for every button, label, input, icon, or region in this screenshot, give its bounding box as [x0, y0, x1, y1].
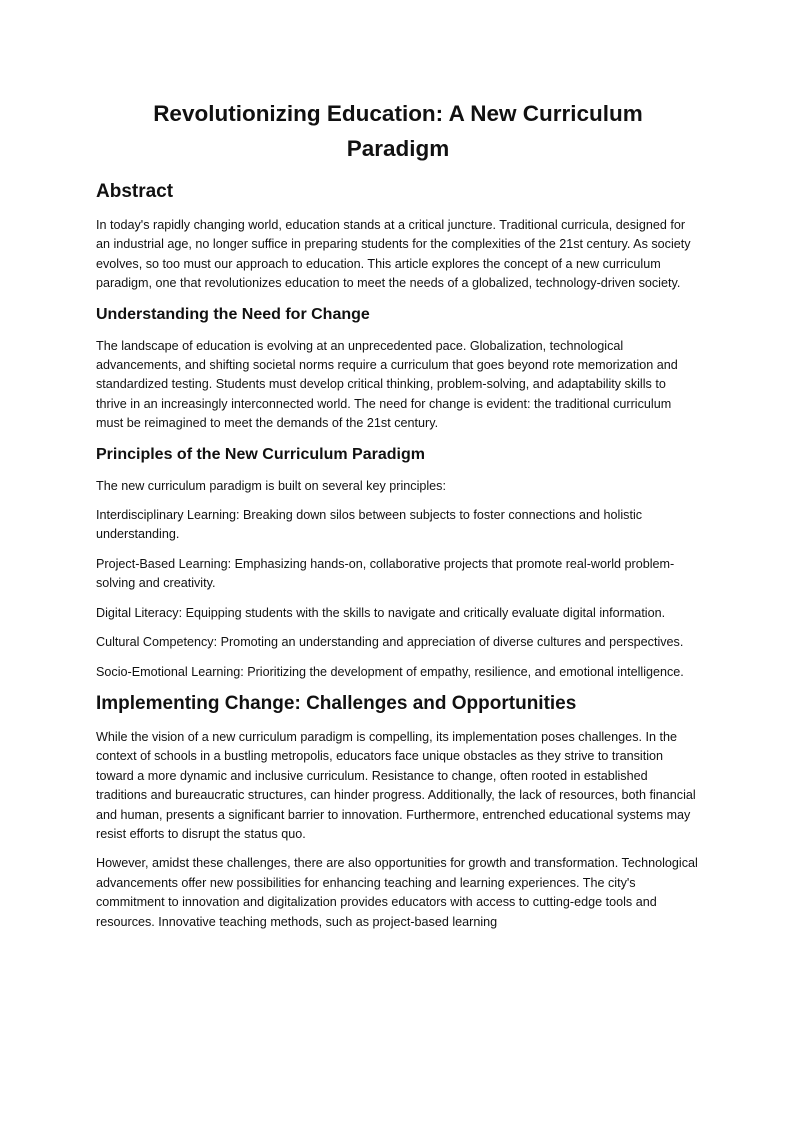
principle-item: Digital Literacy: Equipping students with the skills to navigate and critically evaluate digital information. [96, 605, 666, 620]
implementing-paragraph-2: However, amidst these challenges, there are also opportunities for growth and transformation. Technological advancements offer new possibilities for enhancing teaching and learning experiences. The city's commitment to innovation and digitalization provides educators with access to cutting-edge tools and resources. Innovative teaching methods, such as project-based learning [96, 856, 698, 929]
need-for-change-text: The landscape of education is evolving at an unprecedented pace. Globalization, technological advancements, and shifting societal norms require a curriculum that goes beyond rote memorization and standardized testing. Students must develop critical thinking, problem-solving, and adaptability skills to thrive in an increasingly interconnected world. The need for change is evident: the traditional curriculum must be reimagined to meet the demands of the 21st century. [96, 338, 678, 431]
implementing-change-heading: Implementing Change: Challenges and Opportunities [96, 692, 577, 714]
principle-item: Socio-Emotional Learning: Prioritizing the development of empathy, resilience, and emotional intelligence. [96, 664, 684, 679]
page-title: Revolutionizing Education: A New Curriculum Paradigm [153, 101, 643, 161]
abstract-heading: Abstract [96, 181, 174, 202]
implementing-paragraph-1: While the vision of a new curriculum paradigm is compelling, its implementation poses challenges. In the context of schools in a bustling metropolis, educators face unique obstacles as they strive to transition toward a more dynamic and inclusive curriculum. Resistance to change, often rooted in established traditions and bureaucratic structures, can hinder progress. Additionally, the lack of resources, both financial and human, presents a significant barrier to innovation. Furthermore, entrenched educational systems may resist efforts to disrupt the status quo. [96, 729, 696, 841]
principles-intro: The new curriculum paradigm is built on several key principles: [96, 478, 446, 493]
need-for-change-heading: Understanding the Need for Change [96, 305, 370, 323]
abstract-text: In today's rapidly changing world, education stands at a critical juncture. Traditional curricula, designed for an industrial age, no longer suffice in preparing students for the complexities of the 21st century. As society evolves, so too must our approach to education. This article explores the concept of a new curriculum paradigm, one that revolutionizes education to meet the needs of a globalized, technology-driven society. [96, 218, 691, 291]
principle-item: Cultural Competency: Promoting an understanding and appreciation of diverse cultures and perspectives. [96, 635, 684, 650]
principles-heading: Principles of the New Curriculum Paradigm [96, 445, 425, 463]
principle-item: Interdisciplinary Learning: Breaking down silos between subjects to foster connections and holistic understanding. [96, 508, 643, 542]
document-page [96, 96, 700, 942]
principle-item: Project-Based Learning: Emphasizing hands-on, collaborative projects that promote real-world problem-solving and creativity. [96, 556, 675, 591]
